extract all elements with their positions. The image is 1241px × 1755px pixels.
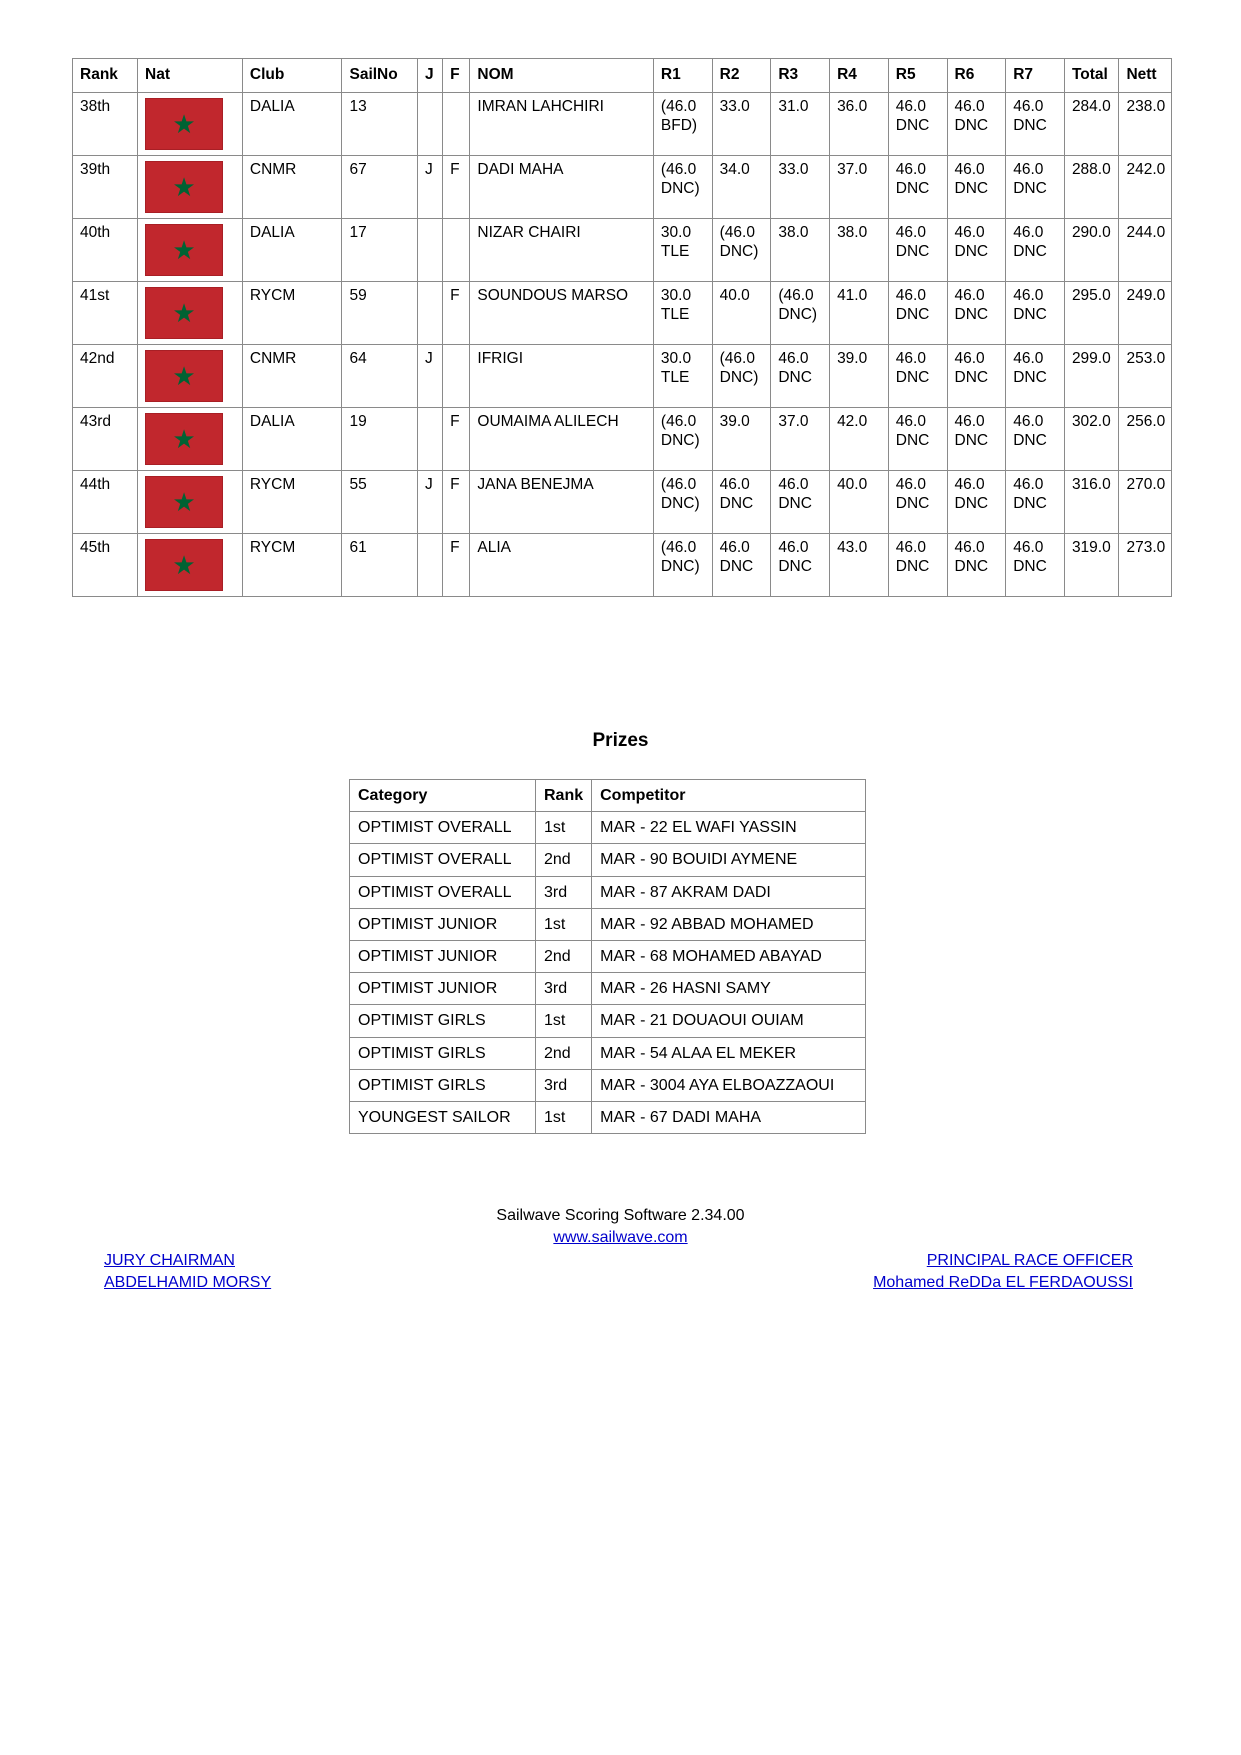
cell-category: OPTIMIST OVERALL: [350, 844, 536, 876]
column-header-club: Club: [242, 59, 342, 93]
cell-club: RYCM: [242, 533, 342, 596]
cell-nom: DADI MAHA: [470, 155, 654, 218]
cell-r6: 46.0 DNC: [947, 281, 1006, 344]
cell-r1: (46.0 BFD): [653, 92, 712, 155]
cell-junior: J: [417, 344, 442, 407]
cell-r6: 46.0 DNC: [947, 533, 1006, 596]
cell-r7: 46.0 DNC: [1006, 155, 1065, 218]
principal-race-officer-block: [873, 1250, 1133, 1293]
results-table-container: [72, 58, 1172, 597]
cell-female: [443, 92, 470, 155]
cell-r5: 46.0 DNC: [888, 218, 947, 281]
cell-r1: 30.0 TLE: [653, 218, 712, 281]
cell-r2: 40.0: [712, 281, 771, 344]
cell-r1: (46.0 DNC): [653, 470, 712, 533]
cell-junior: J: [417, 155, 442, 218]
results-table: [72, 58, 1172, 597]
cell-r4: 37.0: [830, 155, 889, 218]
table-row: [73, 281, 1172, 344]
cell-nat: [138, 533, 243, 596]
star-icon: ★: [172, 549, 196, 580]
table-row: [350, 1037, 866, 1069]
table-row: [350, 1101, 866, 1133]
cell-r4: 42.0: [830, 407, 889, 470]
cell-r7: 46.0 DNC: [1006, 533, 1065, 596]
cell-nat: [138, 470, 243, 533]
cell-nom: JANA BENEJMA: [470, 470, 654, 533]
cell-competitor: MAR - 87 AKRAM DADI: [592, 876, 866, 908]
cell-rank: 3rd: [536, 1069, 592, 1101]
cell-r6: 46.0 DNC: [947, 344, 1006, 407]
morocco-flag-icon: [145, 476, 223, 528]
cell-nat: [138, 155, 243, 218]
cell-nom: IMRAN LAHCHIRI: [470, 92, 654, 155]
cell-nett: 253.0: [1119, 344, 1172, 407]
morocco-flag-icon: [145, 98, 223, 150]
cell-r4: 40.0: [830, 470, 889, 533]
cell-r5: 46.0 DNC: [888, 92, 947, 155]
column-header-sailno: SailNo: [342, 59, 418, 93]
column-header-r1: R1: [653, 59, 712, 93]
cell-category: OPTIMIST OVERALL: [350, 812, 536, 844]
sailwave-website-link[interactable]: www.sailwave.com: [553, 1228, 688, 1246]
cell-category: OPTIMIST GIRLS: [350, 1069, 536, 1101]
cell-r2: (46.0 DNC): [712, 344, 771, 407]
cell-r3: 46.0 DNC: [771, 470, 830, 533]
cell-rank: 38th: [73, 92, 138, 155]
cell-r2: 46.0 DNC: [712, 470, 771, 533]
cell-competitor: MAR - 54 ALAA EL MEKER: [592, 1037, 866, 1069]
cell-female: F: [443, 470, 470, 533]
table-row: [73, 344, 1172, 407]
cell-competitor: MAR - 90 BOUIDI AYMENE: [592, 844, 866, 876]
cell-rank: 1st: [536, 1101, 592, 1133]
cell-rank: 3rd: [536, 876, 592, 908]
cell-nom: NIZAR CHAIRI: [470, 218, 654, 281]
cell-nett: 249.0: [1119, 281, 1172, 344]
column-header-rank: Rank: [73, 59, 138, 93]
cell-r3: 31.0: [771, 92, 830, 155]
software-credit: Sailwave Scoring Software 2.34.00: [496, 1207, 745, 1224]
cell-sailno: 61: [342, 533, 418, 596]
cell-r6: 46.0 DNC: [947, 155, 1006, 218]
table-row: [350, 908, 866, 940]
cell-r4: 43.0: [830, 533, 889, 596]
principal-race-officer-name[interactable]: Mohamed ReDDa EL FERDAOUSSI: [873, 1273, 1133, 1291]
prizes-table: [349, 779, 866, 1134]
cell-rank: 1st: [536, 908, 592, 940]
cell-r6: 46.0 DNC: [947, 470, 1006, 533]
cell-nom: IFRIGI: [470, 344, 654, 407]
cell-club: DALIA: [242, 92, 342, 155]
cell-sailno: 17: [342, 218, 418, 281]
cell-junior: [417, 407, 442, 470]
cell-nett: 270.0: [1119, 470, 1172, 533]
cell-competitor: MAR - 21 DOUAOUI OUIAM: [592, 1005, 866, 1037]
cell-competitor: MAR - 67 DADI MAHA: [592, 1101, 866, 1133]
cell-female: F: [443, 281, 470, 344]
table-row: [73, 218, 1172, 281]
star-icon: ★: [172, 108, 196, 139]
cell-total: 316.0: [1064, 470, 1119, 533]
cell-nett: 238.0: [1119, 92, 1172, 155]
cell-competitor: MAR - 3004 AYA ELBOAZZAOUI: [592, 1069, 866, 1101]
column-header-r3: R3: [771, 59, 830, 93]
cell-r5: 46.0 DNC: [888, 407, 947, 470]
cell-category: OPTIMIST JUNIOR: [350, 940, 536, 972]
table-row: [350, 844, 866, 876]
cell-category: OPTIMIST GIRLS: [350, 1037, 536, 1069]
table-row: [73, 470, 1172, 533]
cell-junior: [417, 533, 442, 596]
cell-r3: 46.0 DNC: [771, 344, 830, 407]
cell-r1: (46.0 DNC): [653, 533, 712, 596]
star-icon: ★: [172, 234, 196, 265]
cell-r5: 46.0 DNC: [888, 155, 947, 218]
column-header-r6: R6: [947, 59, 1006, 93]
cell-r3: (46.0 DNC): [771, 281, 830, 344]
cell-club: RYCM: [242, 470, 342, 533]
cell-r1: (46.0 DNC): [653, 155, 712, 218]
cell-category: OPTIMIST OVERALL: [350, 876, 536, 908]
cell-competitor: MAR - 22 EL WAFI YASSIN: [592, 812, 866, 844]
cell-r6: 46.0 DNC: [947, 407, 1006, 470]
results-header-row: [73, 59, 1172, 93]
morocco-flag-icon: [145, 161, 223, 213]
cell-female: [443, 218, 470, 281]
cell-nett: 242.0: [1119, 155, 1172, 218]
cell-r2: 33.0: [712, 92, 771, 155]
cell-total: 284.0: [1064, 92, 1119, 155]
morocco-flag-icon: [145, 287, 223, 339]
cell-r5: 46.0 DNC: [888, 281, 947, 344]
cell-rank: 1st: [536, 812, 592, 844]
cell-rank: 2nd: [536, 940, 592, 972]
morocco-flag-icon: [145, 224, 223, 276]
cell-nat: [138, 92, 243, 155]
cell-club: DALIA: [242, 218, 342, 281]
column-header-r4: R4: [830, 59, 889, 93]
cell-club: RYCM: [242, 281, 342, 344]
cell-total: 302.0: [1064, 407, 1119, 470]
table-row: [73, 92, 1172, 155]
morocco-flag-icon: [145, 539, 223, 591]
column-header-r7: R7: [1006, 59, 1065, 93]
cell-female: [443, 344, 470, 407]
cell-category: OPTIMIST JUNIOR: [350, 908, 536, 940]
cell-sailno: 19: [342, 407, 418, 470]
cell-nat: [138, 281, 243, 344]
cell-r7: 46.0 DNC: [1006, 92, 1065, 155]
column-header-total: Total: [1064, 59, 1119, 93]
footer-officials: [0, 1250, 1241, 1298]
cell-r5: 46.0 DNC: [888, 470, 947, 533]
star-icon: ★: [172, 297, 196, 328]
star-icon: ★: [172, 171, 196, 202]
cell-r7: 46.0 DNC: [1006, 470, 1065, 533]
cell-total: 290.0: [1064, 218, 1119, 281]
cell-r4: 36.0: [830, 92, 889, 155]
prizes-header-row: [350, 780, 866, 812]
star-icon: ★: [172, 360, 196, 391]
table-row: [350, 876, 866, 908]
prizes-table-container: [349, 779, 866, 1134]
column-header-r5: R5: [888, 59, 947, 93]
cell-r5: 46.0 DNC: [888, 344, 947, 407]
cell-r6: 46.0 DNC: [947, 218, 1006, 281]
cell-rank: 2nd: [536, 844, 592, 876]
cell-r2: 46.0 DNC: [712, 533, 771, 596]
cell-r2: 39.0: [712, 407, 771, 470]
column-header-nat: Nat: [138, 59, 243, 93]
cell-r4: 41.0: [830, 281, 889, 344]
cell-total: 319.0: [1064, 533, 1119, 596]
column-header-f: F: [443, 59, 470, 93]
cell-nom: SOUNDOUS MARSO: [470, 281, 654, 344]
morocco-flag-icon: [145, 350, 223, 402]
column-header-j: J: [417, 59, 442, 93]
table-row: [350, 940, 866, 972]
cell-nett: 244.0: [1119, 218, 1172, 281]
jury-chairman-title[interactable]: JURY CHAIRMAN: [104, 1252, 235, 1270]
cell-total: 299.0: [1064, 344, 1119, 407]
jury-chairman-block: [104, 1250, 271, 1293]
table-row: [350, 1069, 866, 1101]
cell-nat: [138, 218, 243, 281]
morocco-flag-icon: [145, 413, 223, 465]
cell-r7: 46.0 DNC: [1006, 344, 1065, 407]
cell-junior: [417, 281, 442, 344]
cell-total: 288.0: [1064, 155, 1119, 218]
cell-competitor: MAR - 92 ABBAD MOHAMED: [592, 908, 866, 940]
cell-r6: 46.0 DNC: [947, 92, 1006, 155]
cell-club: CNMR: [242, 344, 342, 407]
cell-sailno: 13: [342, 92, 418, 155]
table-row: [73, 533, 1172, 596]
table-row: [73, 407, 1172, 470]
cell-category: YOUNGEST SAILOR: [350, 1101, 536, 1133]
cell-rank: 43rd: [73, 407, 138, 470]
cell-competitor: MAR - 26 HASNI SAMY: [592, 973, 866, 1005]
cell-nat: [138, 344, 243, 407]
column-header-competitor: Competitor: [592, 780, 866, 812]
cell-nat: [138, 407, 243, 470]
cell-rank: 42nd: [73, 344, 138, 407]
cell-female: F: [443, 533, 470, 596]
cell-rank: 41st: [73, 281, 138, 344]
cell-r5: 46.0 DNC: [888, 533, 947, 596]
cell-r7: 46.0 DNC: [1006, 281, 1065, 344]
cell-r4: 38.0: [830, 218, 889, 281]
column-header-rank: Rank: [536, 780, 592, 812]
column-header-nett: Nett: [1119, 59, 1172, 93]
cell-female: F: [443, 407, 470, 470]
cell-sailno: 67: [342, 155, 418, 218]
cell-junior: [417, 92, 442, 155]
cell-r7: 46.0 DNC: [1006, 218, 1065, 281]
cell-nett: 256.0: [1119, 407, 1172, 470]
cell-rank: 40th: [73, 218, 138, 281]
cell-category: OPTIMIST GIRLS: [350, 1005, 536, 1037]
table-row: [350, 973, 866, 1005]
star-icon: ★: [172, 486, 196, 517]
cell-nett: 273.0: [1119, 533, 1172, 596]
cell-category: OPTIMIST JUNIOR: [350, 973, 536, 1005]
cell-r2: (46.0 DNC): [712, 218, 771, 281]
cell-junior: [417, 218, 442, 281]
cell-junior: J: [417, 470, 442, 533]
cell-r1: 30.0 TLE: [653, 281, 712, 344]
cell-rank: 45th: [73, 533, 138, 596]
cell-club: CNMR: [242, 155, 342, 218]
cell-nom: OUMAIMA ALILECH: [470, 407, 654, 470]
cell-r4: 39.0: [830, 344, 889, 407]
cell-rank: 44th: [73, 470, 138, 533]
principal-race-officer-title[interactable]: PRINCIPAL RACE OFFICER: [926, 1252, 1133, 1270]
table-row: [350, 1005, 866, 1037]
cell-rank: 3rd: [536, 973, 592, 1005]
cell-r3: 38.0: [771, 218, 830, 281]
table-row: [350, 812, 866, 844]
cell-rank: 2nd: [536, 1037, 592, 1069]
cell-r3: 46.0 DNC: [771, 533, 830, 596]
cell-rank: 39th: [73, 155, 138, 218]
cell-r3: 37.0: [771, 407, 830, 470]
column-header-nom: NOM: [470, 59, 654, 93]
cell-club: DALIA: [242, 407, 342, 470]
cell-nom: ALIA: [470, 533, 654, 596]
cell-sailno: 64: [342, 344, 418, 407]
cell-sailno: 55: [342, 470, 418, 533]
column-header-category: Category: [350, 780, 536, 812]
cell-r7: 46.0 DNC: [1006, 407, 1065, 470]
cell-rank: 1st: [536, 1005, 592, 1037]
prizes-heading: Prizes: [592, 730, 649, 751]
footer: [0, 1205, 1241, 1298]
cell-female: F: [443, 155, 470, 218]
cell-r2: 34.0: [712, 155, 771, 218]
sailwave-link-row: [0, 1227, 1241, 1249]
table-row: [73, 155, 1172, 218]
star-icon: ★: [172, 423, 196, 454]
cell-competitor: MAR - 68 MOHAMED ABAYAD: [592, 940, 866, 972]
cell-r1: (46.0 DNC): [653, 407, 712, 470]
column-header-r2: R2: [712, 59, 771, 93]
jury-chairman-name[interactable]: ABDELHAMID MORSY: [104, 1273, 272, 1291]
cell-sailno: 59: [342, 281, 418, 344]
cell-r1: 30.0 TLE: [653, 344, 712, 407]
cell-total: 295.0: [1064, 281, 1119, 344]
cell-r3: 33.0: [771, 155, 830, 218]
